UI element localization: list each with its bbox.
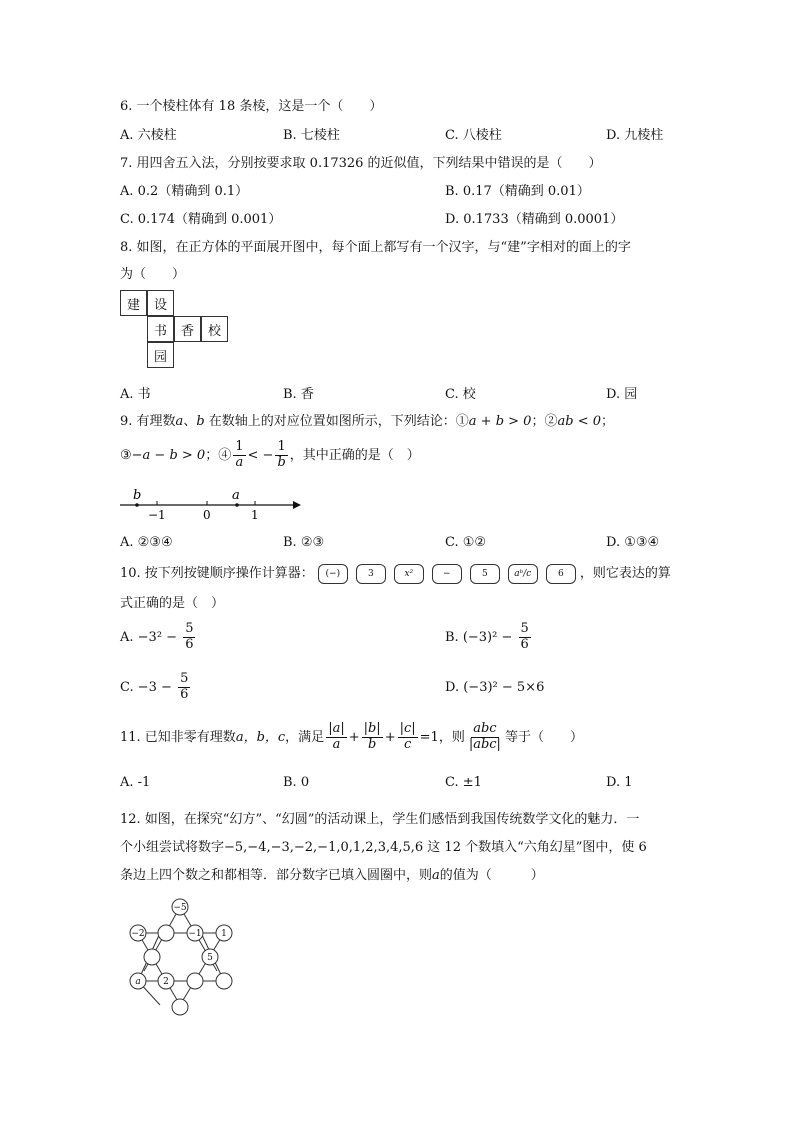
key-5: 5 (470, 564, 500, 584)
q8-stem-line1: 8. 如图，在正方体的平面展开图中，每个面上都写有一个汉字，与“建”字相对的面上的字 (120, 240, 631, 255)
q7-stem: 7. 用四舍五入法，分别按要求取 0.17326 的近似值，下列结果中错误的是（ ） (120, 156, 602, 171)
label-r: 5 (207, 953, 213, 963)
q6-option-d: D. 九棱柱 (606, 128, 664, 143)
q9-var-a: a (175, 414, 184, 429)
point-b (135, 503, 139, 507)
q10-option-c-text: C. −3 − (120, 679, 177, 695)
q7-option-a: A. 0.2（精确到 0.1） (120, 184, 249, 199)
tick-label-1: 1 (251, 508, 259, 522)
net-cell-jian: 建 (120, 290, 147, 316)
key-minus: − (432, 564, 462, 584)
q10-option-a-text: A. −3² − (120, 629, 182, 645)
hexagram-labels (131, 903, 227, 987)
q11-frac-abc (467, 722, 503, 753)
q9-c4pre: ；④ (205, 447, 232, 463)
point-a (235, 503, 239, 507)
frac-5-6 (519, 622, 531, 653)
frac-num: abc (473, 721, 497, 736)
net-cell-she: 设 (147, 290, 174, 316)
frac-den: c (403, 736, 412, 752)
frac-num: 5 (185, 621, 194, 636)
frac-5-6 (183, 622, 195, 653)
q12-line1: 12. 如图，在探究“幻方”、“幻圆”的活动课上，学生们感悟到我国传统数学文化的魅力．一 (120, 812, 640, 827)
frac-den: 6 (180, 686, 189, 702)
q9-conclusion-2: ab < 0 (557, 414, 601, 429)
tick-label-0: 0 (203, 508, 211, 522)
q9-option-a: A. ②③④ (120, 535, 173, 550)
tick-label-m1: −1 (148, 508, 166, 522)
key-3: 3 (356, 564, 386, 584)
q11-text-mid: ，满足 (285, 729, 325, 745)
q9-option-c: C. ①② (445, 535, 487, 550)
q9-stem-line2 (120, 440, 420, 471)
q8-stem-line2: 为（ ） (120, 267, 186, 282)
circle-ml (144, 949, 160, 965)
q11-option-a: A. -1 (120, 775, 151, 790)
frac-den: 6 (520, 636, 529, 652)
label-top: −5 (173, 903, 187, 913)
frac-den: b (277, 454, 286, 470)
q10-option-c (120, 672, 192, 703)
circle-bottom (172, 999, 188, 1015)
q9-end: ，其中正确的是（ ） (289, 447, 420, 463)
q9-frac-1 (233, 440, 245, 471)
frac-den: a (332, 736, 341, 752)
label-tl: −2 (131, 929, 145, 939)
frac-num: 1 (235, 439, 244, 454)
q11-option-b: B. 0 (283, 775, 310, 790)
label-two: 2 (163, 977, 169, 987)
net-cell-yuan: 园 (147, 342, 174, 368)
hexagram-circles (130, 899, 232, 1015)
q9-stem-line1 (120, 410, 614, 429)
q11-option-c: C. ±1 (445, 775, 482, 790)
frac-den: b (367, 736, 377, 752)
label-mid: −1 (188, 929, 202, 939)
q10-option-b (445, 622, 533, 653)
key-6: 6 (546, 564, 576, 584)
q6-option-b: B. 七棱柱 (283, 128, 340, 143)
q11-text: 11. 已知非零有理数 (120, 729, 236, 745)
frac-5-6 (178, 672, 190, 703)
q9-sep3: ； (601, 414, 615, 429)
q12-line3 (120, 864, 544, 883)
q12-var-a: a (432, 868, 440, 883)
q6-option-a: A. 六棱柱 (120, 128, 177, 143)
frac-num: |b| (363, 721, 381, 736)
circle-tm1 (158, 925, 174, 941)
q8-option-b: B. 香 (283, 387, 314, 402)
key-fraction: aᵇ/c (508, 564, 538, 584)
frac-num: |c| (399, 721, 416, 736)
q11-frac-a (326, 722, 347, 753)
q12-text: 条边上四个数之和都相等．部分数字已填入圆圈中，则 (120, 868, 433, 883)
q10-option-b-text: B. (−3)² − (445, 629, 517, 645)
q11-end: 等于（ ） (504, 729, 583, 745)
label-a: a (232, 488, 240, 503)
q9-option-b: B. ②③ (283, 535, 325, 550)
q11-stem: 11. 已知非零有理数a，b，c，满足 $\frac{|a|}{a}$ + $\frac{|b|}{b}$ + $\frac{|c|}{c}$ =1，则 $\frac{\text{abc}}{\text{|abc|}}$ 等于（ ） (120, 721, 583, 752)
q10-stem-line2: 式正确的是（ ） (120, 596, 225, 611)
q10-text-post: ，则它表达的算 (579, 566, 671, 581)
key-negative: (−) (318, 564, 348, 584)
q10-option-d: D. (−3)² − 5×6 (445, 680, 545, 695)
label-a: a (135, 977, 141, 987)
net-cell-xiang: 香 (174, 316, 201, 342)
frac-num: 1 (277, 439, 286, 454)
q10-text: 10. 按下列按键顺序操作计算器： (120, 566, 314, 581)
label-b: b (133, 488, 142, 503)
frac-den: |abc| (468, 736, 501, 752)
q9-c3pre: ③ (120, 447, 132, 463)
q11-frac-c (398, 722, 418, 753)
q10-stem-line1 (120, 562, 671, 584)
frac-den: 6 (185, 636, 194, 652)
q11-frac-b (362, 722, 383, 753)
net-cell-shu: 书 (147, 316, 174, 342)
label-tr: 1 (221, 929, 227, 939)
q11-option-d: D. 1 (606, 775, 633, 790)
q9-lt: < − (247, 447, 274, 463)
q6-option-c: C. 八棱柱 (445, 128, 502, 143)
q9-sep: 、 (183, 414, 197, 429)
q7-option-b: B. 0.17（精确到 0.01） (445, 184, 590, 199)
q9-option-d: D. ①③④ (606, 535, 660, 550)
q9-conclusion-1: a + b > 0 (468, 414, 532, 429)
q8-option-a: A. 书 (120, 387, 151, 402)
key-square: x² (394, 564, 424, 584)
frac-den: a (235, 454, 244, 470)
q9-text-b: 在数轴上的对应位置如图所示，下列结论：① (204, 414, 469, 429)
q9-conclusion-3: −a − b > 0 (131, 447, 206, 463)
q8-option-d: D. 园 (606, 387, 638, 402)
number-line (115, 485, 305, 525)
net-cell-xiao: 校 (201, 316, 228, 342)
q9-var-b: b (196, 414, 205, 429)
q12-end: 的值为（ ） (439, 868, 544, 883)
q7-option-c: C. 0.174（精确到 0.001） (120, 212, 282, 227)
circle-bm2 (187, 973, 203, 989)
q8-option-c: C. 校 (445, 387, 476, 402)
circle-br (216, 973, 232, 989)
hexagram-diagram (120, 895, 250, 1025)
q7-option-d: D. 0.1733（精确到 0.0001） (445, 212, 624, 227)
q6-stem: 6. 一个棱柱体有 18 条棱，这是一个（ ） (120, 99, 383, 114)
frac-num: |a| (328, 721, 345, 736)
q11-vars: a，b，c (235, 729, 286, 745)
frac-num: 5 (180, 671, 189, 686)
q9-sep2: ；② (531, 414, 558, 429)
q12-line2: 个小组尝试将数字−5,−4,−3,−2,−1,0,1,2,3,4,5,6 这 12 个数填入“六角幻星”图中，使 6 (120, 840, 647, 855)
q9-frac-2 (275, 440, 287, 471)
axis-arrow (293, 501, 301, 509)
q11-eq: =1，则 (419, 729, 465, 745)
q9-text: 9. 有理数 (120, 414, 176, 429)
q10-option-a (120, 622, 197, 653)
frac-num: 5 (520, 621, 529, 636)
